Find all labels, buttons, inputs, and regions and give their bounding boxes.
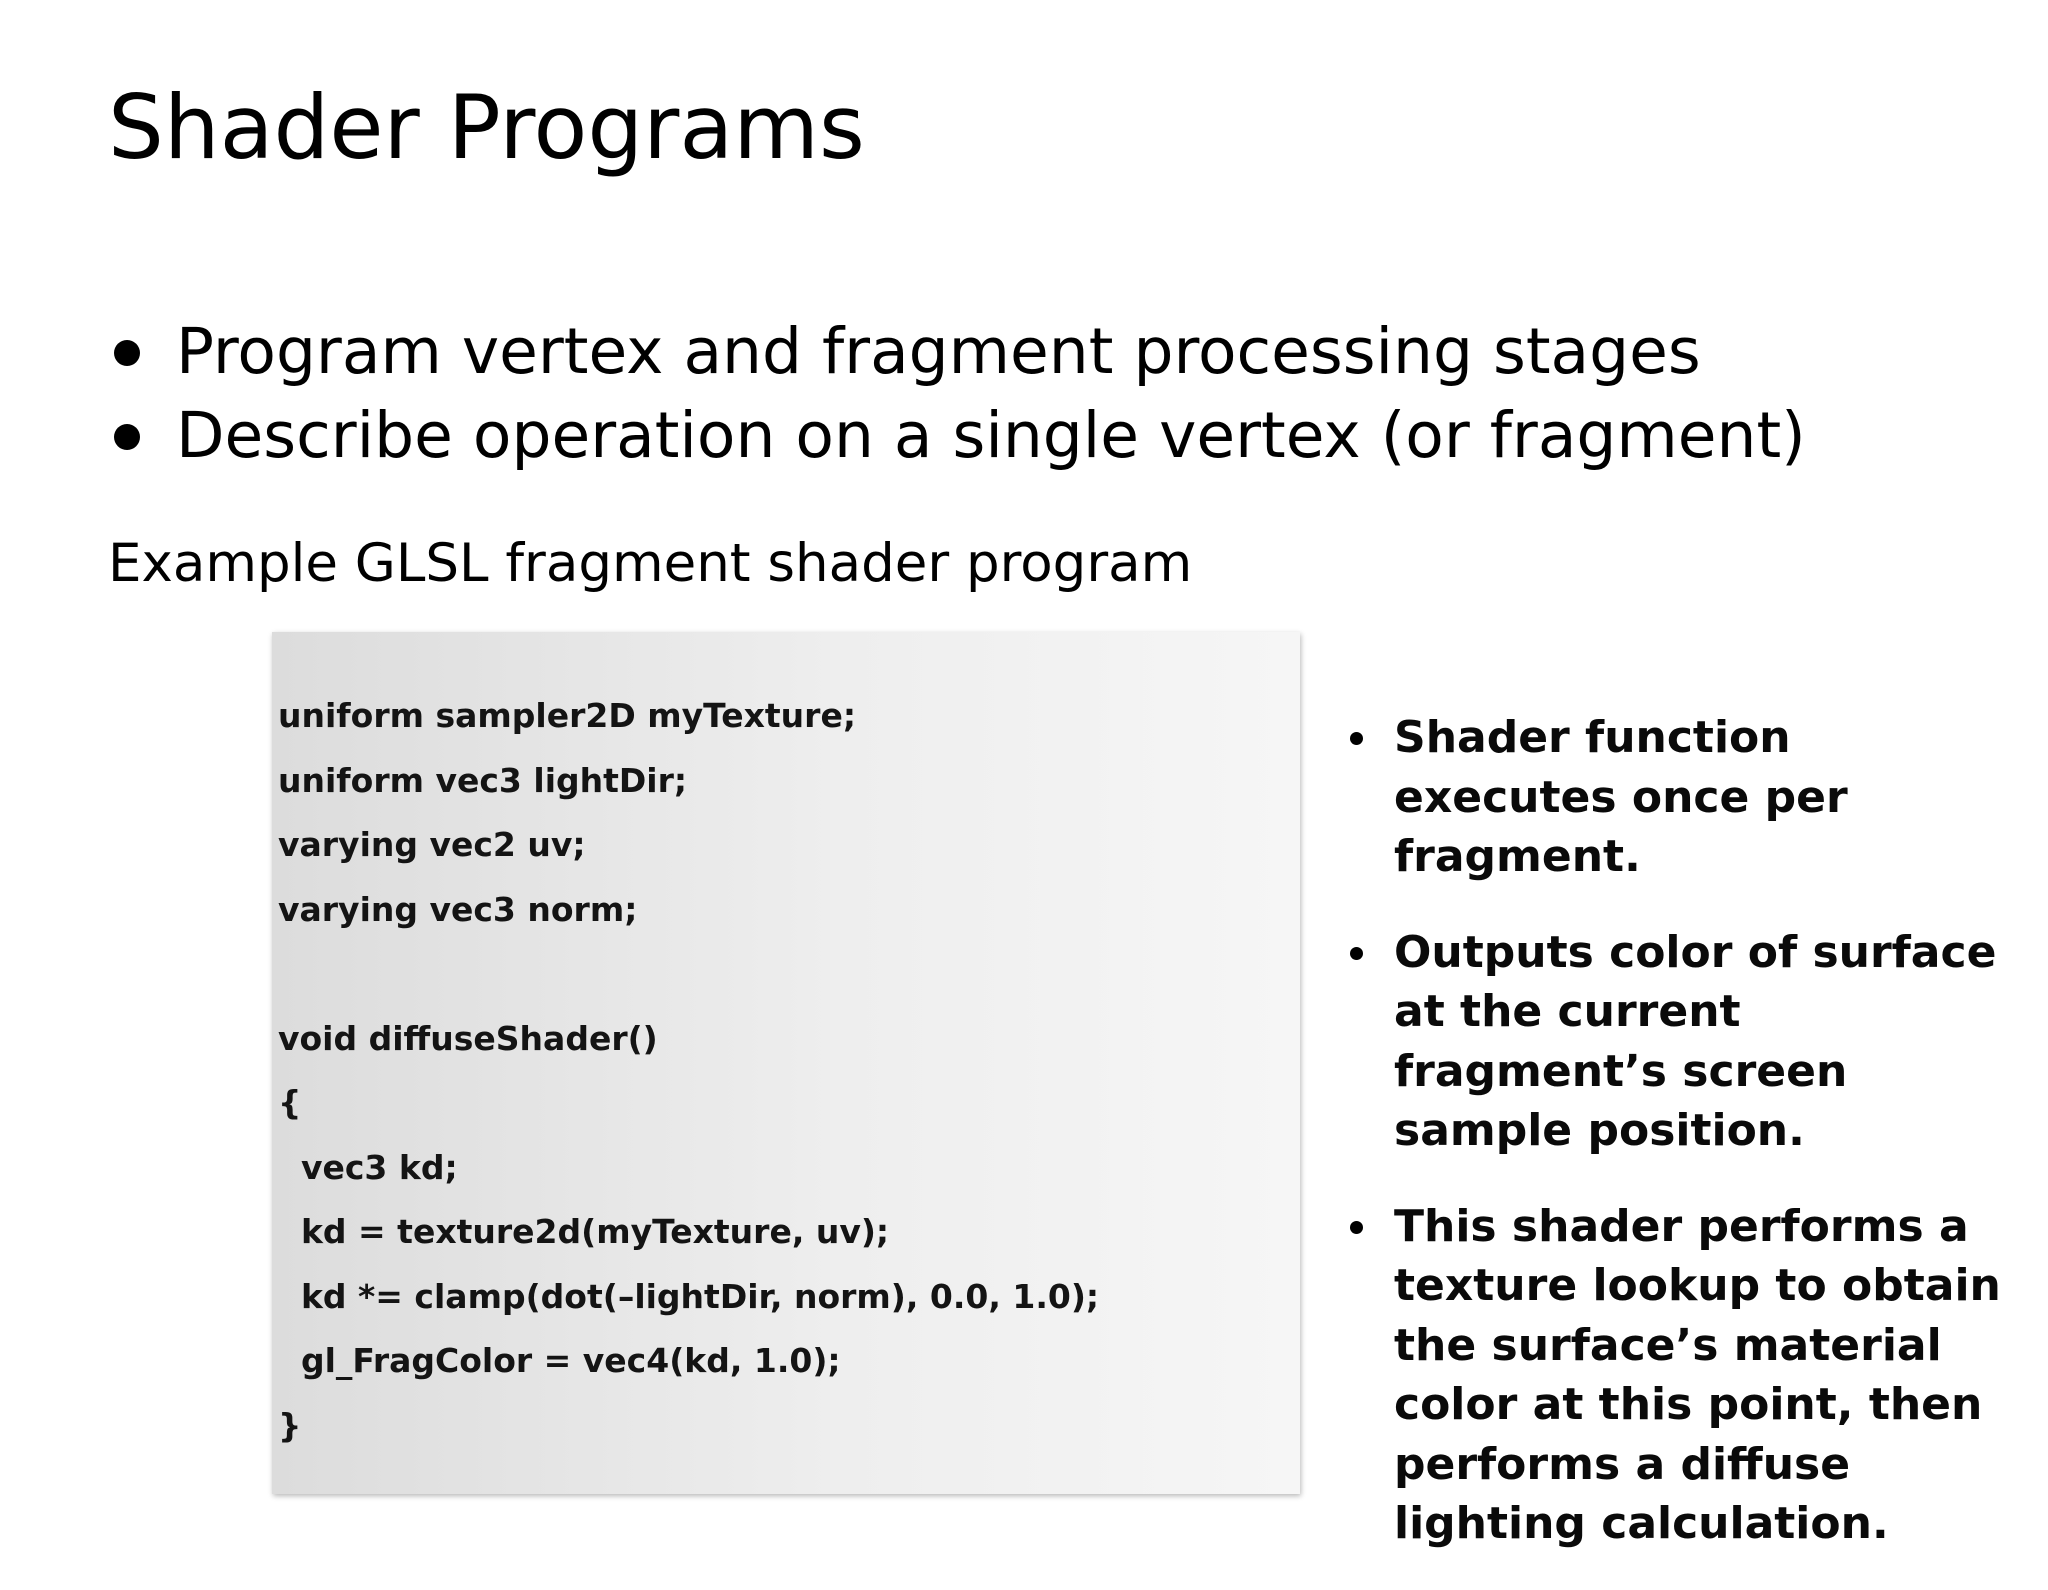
code-line: uniform vec3 lightDir; [278, 760, 688, 800]
side-note-item [1348, 708, 2028, 887]
main-bullet-item [108, 310, 1806, 394]
code-line: { [278, 1083, 302, 1122]
code-example-caption: Example GLSL fragment shader program [108, 533, 1193, 594]
code-line: uniform sampler2D myTexture; [278, 696, 857, 735]
side-note-item [1348, 1197, 2028, 1554]
code-block [272, 632, 1300, 1494]
side-note-text: Outputs color of surface at the current fragment’s screen sample position. [1394, 926, 1997, 1156]
bullet-dot-icon [1350, 947, 1363, 960]
bullet-dot-icon [114, 424, 140, 450]
side-note-item [1348, 923, 2028, 1161]
code-line: varying vec3 norm; [278, 889, 638, 929]
slide-title: Shader Programs [108, 76, 865, 179]
main-bullet-text: Describe operation on a single vertex (or fragment) [176, 399, 1806, 472]
main-bullet-item [108, 394, 1806, 478]
side-note-text: This shader performs a texture lookup to obtain the surface’s material color at this point, then performs a diffuse lighting calculation. [1394, 1200, 2001, 1549]
code-line: } [278, 1405, 302, 1445]
side-notes-list [1348, 708, 2028, 1590]
bullet-dot-icon [114, 340, 140, 366]
bullet-dot-icon [1350, 1221, 1363, 1234]
main-bullet-text: Program vertex and fragment processing stages [176, 315, 1701, 388]
code-line: void diffuseShader() [278, 1018, 658, 1058]
code-line [278, 942, 1300, 1007]
main-bullet-list [108, 310, 1806, 478]
code-line: kd = texture2d(myTexture, uv); [278, 1212, 890, 1251]
bullet-dot-icon [1350, 732, 1363, 745]
code-line: kd *= clamp(dot(–lightDir, norm), 0.0, 1.0); [278, 1276, 1100, 1316]
side-note-text: Shader function executes once per fragment. [1394, 712, 1848, 882]
code-line: vec3 kd; [278, 1147, 458, 1187]
code-line: varying vec2 uv; [278, 825, 586, 864]
code-line: gl_FragColor = vec4(kd, 1.0); [278, 1341, 841, 1380]
